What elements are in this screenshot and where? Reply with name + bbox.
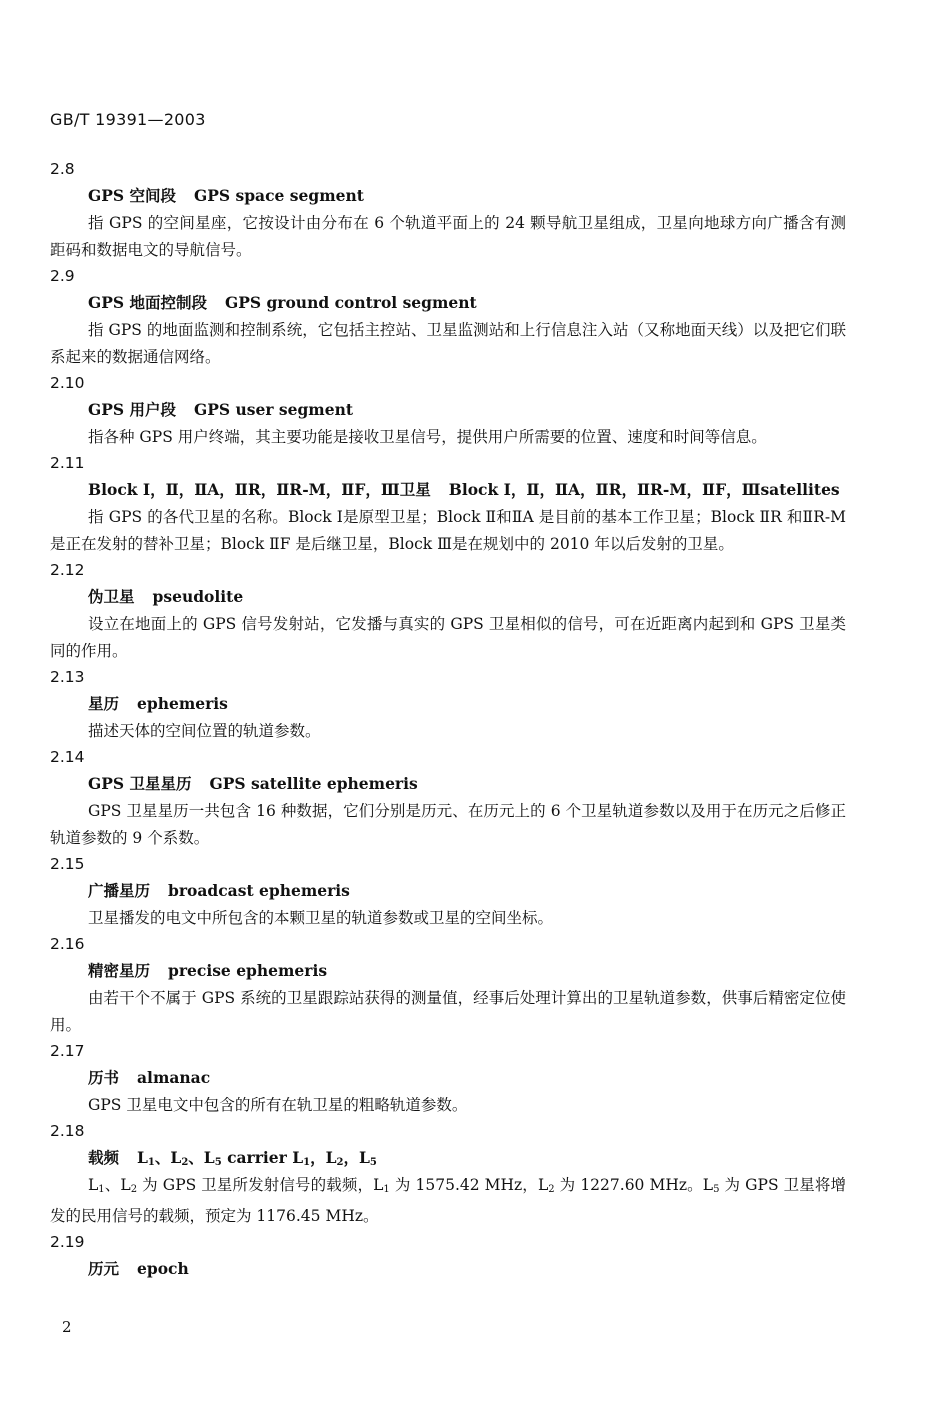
term-en: GPS ground control segment — [224, 293, 477, 312]
page-number: 2 — [62, 1318, 72, 1336]
term-en: ephemeris — [137, 694, 228, 713]
term-heading — [50, 1256, 846, 1283]
term-zh: GPS 地面控制段 — [88, 293, 207, 312]
term-heading — [50, 958, 846, 985]
term-heading — [50, 771, 846, 798]
term-heading — [50, 1065, 846, 1092]
term-heading — [50, 290, 846, 317]
term-en: almanac — [137, 1068, 211, 1087]
term-zh: 星历 — [88, 694, 120, 713]
entry-2-19 — [50, 1230, 846, 1283]
entry-2-8 — [50, 157, 846, 264]
entry-2-13 — [50, 665, 846, 745]
entry-2-17 — [50, 1039, 846, 1119]
term-en: GPS satellite ephemeris — [209, 774, 418, 793]
term-definition: 设立在地面上的 GPS 信号发射站，它发播与真实的 GPS 卫星相似的信号，可在近距离内起到和 GPS 卫星类同的作用。 — [50, 615, 846, 660]
entry-2-12 — [50, 558, 846, 665]
term-definition: 指 GPS 的地面监测和控制系统，它包括主控站、卫星监测站和上行信息注入站（又称地面天线）以及把它们联系起来的数据通信网络。 — [50, 321, 846, 366]
term-definition: 指 GPS 的空间星座，它按设计由分布在 6 个轨道平面上的 24 颗导航卫星组成，卫星向地球方向广播含有测距码和数据电文的导航信号。 — [50, 214, 846, 259]
entry-number: 2.12 — [50, 561, 85, 579]
term-heading — [50, 878, 846, 905]
entry-2-18 — [50, 1119, 846, 1230]
term-definition: 指 GPS 的各代卫星的名称。Block Ⅰ是原型卫星；Block Ⅱ和ⅡA 是目前的基本工作卫星；Block ⅡR 和ⅡR-M 是正在发射的替补卫星；Block ⅡF 是后继卫星，Block Ⅲ是在规划中的 2010 年以后发射的卫星。 — [50, 508, 846, 553]
entry-number: 2.15 — [50, 855, 85, 873]
term-definition: 卫星播发的电文中所包含的本颗卫星的轨道参数或卫星的空间坐标。 — [88, 909, 554, 927]
term-zh: 载频 — [88, 1148, 120, 1167]
entry-2-16 — [50, 932, 846, 1039]
term-definition: 描述天体的空间位置的轨道参数。 — [88, 722, 321, 740]
entry-2-15 — [50, 852, 846, 932]
entry-number: 2.10 — [50, 374, 85, 392]
entry-number: 2.13 — [50, 668, 85, 686]
term-heading — [50, 1145, 846, 1172]
entry-number: 2.8 — [50, 160, 75, 178]
term-zh: 伪卫星 — [88, 587, 135, 606]
term-list — [50, 157, 846, 1283]
term-definition: GPS 卫星星历一共包含 16 种数据，它们分别是历元、在历元上的 6 个卫星轨道参数以及用于在历元之后修正轨道参数的 9 个系数。 — [50, 802, 846, 847]
term-zh: 历书 — [88, 1068, 120, 1087]
term-en: pseudolite — [152, 587, 244, 606]
entry-number: 2.16 — [50, 935, 85, 953]
term-zh: 广播星历 — [88, 881, 151, 900]
term-en: epoch — [137, 1259, 189, 1278]
term-definition: GPS 卫星电文中包含的所有在轨卫星的粗略轨道参数。 — [88, 1096, 468, 1114]
term-heading — [50, 691, 846, 718]
term-en: precise ephemeris — [168, 961, 328, 980]
entry-number: 2.17 — [50, 1042, 85, 1060]
standard-code: GB/T 19391—2003 — [50, 110, 206, 129]
term-definition: $L_1$、$L_2$ 为 GPS 卫星所发射信号的载频，$L_1$ 为 1575.42 MHz，$L_2$ 为 1227.60 MHz。$L_5$ 为 GPS 卫星将增发的民用信号的载频，预定为 1176.45 MHz。 — [50, 1176, 846, 1225]
term-en: broadcast ephemeris — [168, 881, 350, 900]
term-en: GPS space segment — [193, 186, 364, 205]
entry-2-9 — [50, 264, 846, 371]
term-zh: GPS 卫星星历 — [88, 774, 192, 793]
entry-2-11 — [50, 451, 846, 558]
term-heading — [50, 183, 846, 210]
entry-number: 2.19 — [50, 1233, 85, 1251]
entry-2-10 — [50, 371, 846, 451]
term-definition: 由若干个不属于 GPS 系统的卫星跟踪站获得的测量值，经事后处理计算出的卫星轨道参数，供事后精密定位使用。 — [50, 989, 846, 1034]
term-heading — [50, 477, 846, 504]
entry-number: 2.11 — [50, 454, 85, 472]
term-zh: GPS 用户段 — [88, 400, 176, 419]
entry-number: 2.14 — [50, 748, 85, 766]
term-zh: Block Ⅰ，Ⅱ，ⅡA，ⅡR，ⅡR-M，ⅡF，Ⅲ卫星 — [88, 480, 431, 499]
term-zh: 历元 — [88, 1259, 120, 1278]
term-definition: 指各种 GPS 用户终端，其主要功能是接收卫星信号，提供用户所需要的位置、速度和时间等信息。 — [88, 428, 767, 446]
term-en: GPS user segment — [193, 400, 354, 419]
entry-number: 2.9 — [50, 267, 75, 285]
term-zh: 精密星历 — [88, 961, 151, 980]
term-en: Block Ⅰ，Ⅱ，ⅡA，ⅡR，ⅡR-M，ⅡF，Ⅲsatellites — [448, 480, 840, 499]
term-heading — [50, 584, 846, 611]
entry-number: 2.18 — [50, 1122, 85, 1140]
term-en: $L_1$、$L_2$、$L_5$ carrier $L_1$，$L_2$，$L_5$ — [137, 1148, 377, 1168]
term-zh: GPS 空间段 — [88, 186, 176, 205]
entry-2-14 — [50, 745, 846, 852]
term-heading — [50, 397, 846, 424]
